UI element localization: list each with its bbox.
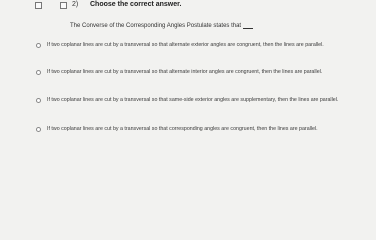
radio-button-1[interactable] — [36, 43, 41, 48]
question-number: 2) — [72, 1, 79, 8]
radio-button-4[interactable] — [36, 127, 41, 132]
answer-blank — [243, 22, 253, 29]
flag-checkbox[interactable] — [35, 2, 42, 9]
question-instruction: Choose the correct answer. — [90, 1, 182, 8]
question-prompt — [70, 22, 253, 29]
option-label-3: If two coplanar lines are cut by a transversal so that same-side exterior angles are supplementary, then the lines are parallel. — [47, 97, 339, 103]
option-label-2: If two coplanar lines are cut by a transversal so that alternate interior angles are congruent, then the lines are parallel. — [47, 69, 323, 75]
question-header — [0, 0, 376, 14]
option-label-1: If two coplanar lines are cut by a transversal so that alternate exterior angles are congruent, then the lines are parallel. — [47, 42, 324, 48]
radio-button-2[interactable] — [36, 70, 41, 75]
question-text: The Converse of the Corresponding Angles Postulate states that — [70, 23, 242, 29]
radio-button-3[interactable] — [36, 98, 41, 103]
bookmark-checkbox[interactable] — [60, 2, 67, 9]
option-label-4: If two coplanar lines are cut by a transversal so that corresponding angles are congruent, then the lines are parallel. — [47, 126, 318, 132]
